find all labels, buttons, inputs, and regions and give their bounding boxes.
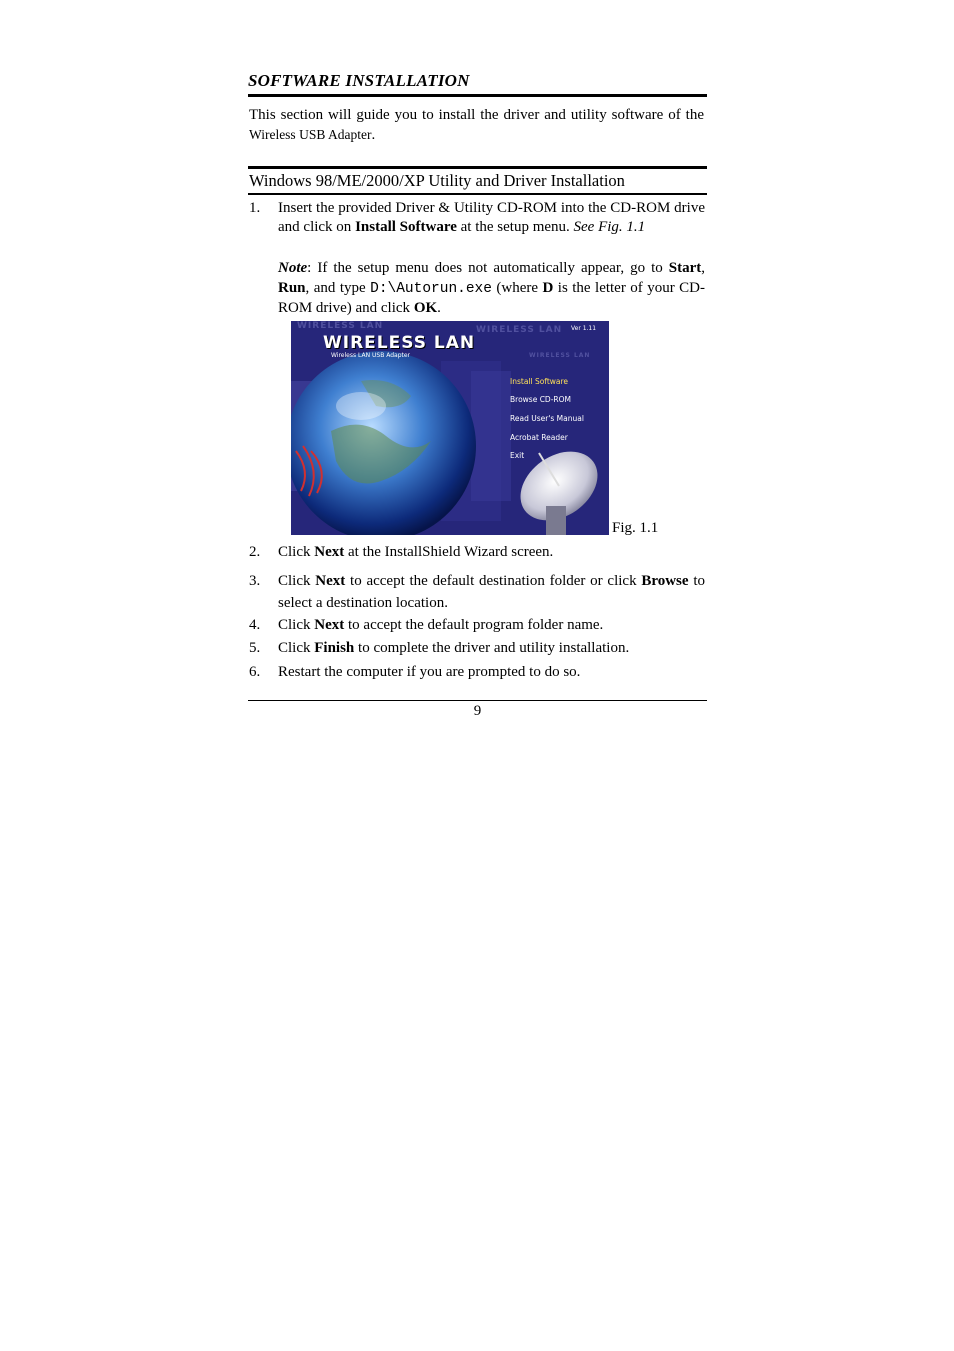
step-2-next: Next	[314, 544, 345, 560]
figure-caption: Fig. 1.1	[612, 520, 659, 536]
step-1-part-c: at the setup menu.	[456, 219, 574, 235]
step-number: 5.	[249, 640, 261, 656]
step-number: 2.	[249, 544, 261, 560]
intro-text: This section will guide you to install the driver and utility software of the	[249, 107, 704, 123]
note-drive-letter: D	[542, 279, 554, 296]
step-2-part-c: at the InstallShield Wizard screen.	[344, 544, 554, 560]
menu-browse-cd-rom[interactable]: Browse CD-ROM	[510, 395, 571, 404]
note-ok: OK	[413, 300, 438, 316]
version-label: Ver 1.11	[571, 325, 597, 332]
ghost-text-3: WIRELESS LAN	[529, 352, 591, 359]
menu-acrobat-reader[interactable]: Acrobat Reader	[510, 433, 568, 442]
step-3-part-e: to select a destination location.	[278, 573, 705, 611]
step-number: 3.	[249, 573, 261, 589]
note-text	[278, 259, 705, 319]
product-name: Wireless USB Adapter	[249, 127, 372, 142]
ghost-text-2: WIRELESS LAN	[476, 325, 563, 335]
menu-exit[interactable]: Exit	[510, 451, 525, 460]
intro-paragraph	[249, 105, 704, 145]
menu-read-users-manual[interactable]: Read User's Manual	[510, 414, 584, 423]
step-5-text	[278, 639, 705, 658]
step-4-next: Next	[314, 617, 345, 633]
step-2-text	[278, 543, 705, 562]
step-3-next: Next	[315, 573, 346, 589]
step-3-text	[278, 570, 705, 614]
note-t5: .	[437, 300, 441, 316]
ghost-text-1: WIRELESS LAN	[297, 321, 384, 331]
banner-subtitle: Wireless LAN USB Adapter	[331, 352, 411, 359]
step-4-part-a: Click	[278, 617, 315, 633]
step-6-text	[278, 663, 705, 682]
note-command: D:\Autorun.exe	[370, 280, 492, 297]
step-3-browse: Browse	[641, 573, 689, 589]
step-1-fig-ref: See Fig. 1.1	[573, 219, 646, 235]
step-2-part-a: Click	[278, 544, 315, 560]
note-run: Run	[278, 279, 306, 296]
note-t1: : If the setup menu does not automatically appear, go to	[307, 260, 669, 276]
step-3-part-c: to accept the default destination folder or click	[345, 573, 642, 589]
title-rule	[248, 94, 707, 97]
step-5-part-a: Click	[278, 640, 315, 656]
step-5-part-c: to complete the driver and utility installation.	[354, 640, 630, 656]
page-number: 9	[473, 703, 482, 719]
step-1-install-software: Install Software	[355, 219, 457, 235]
step-number: 4.	[249, 617, 261, 633]
step-number: 1.	[249, 200, 261, 216]
note-start: Start	[668, 260, 702, 276]
step-6-part-a: Restart the computer if you are prompted to do so.	[278, 664, 581, 680]
step-3-part-a: Click	[278, 573, 316, 589]
subhead-bottom-rule	[248, 193, 707, 195]
step-4-text	[278, 616, 705, 635]
step-number: 6.	[249, 664, 261, 680]
menu-install-software[interactable]: Install Software	[510, 377, 569, 386]
note-t3: (where	[491, 279, 543, 296]
note-t4: is the letter of your CD-ROM drive) and click	[278, 279, 706, 316]
step-4-part-c: to accept the default program folder name.	[344, 617, 604, 633]
step-1-text	[278, 199, 705, 237]
intro-period: .	[371, 127, 376, 143]
setup-menu-screenshot	[291, 321, 609, 535]
footer-rule	[248, 700, 707, 701]
subhead-top-rule	[248, 166, 707, 169]
banner-title: WIRELESS LAN	[323, 333, 476, 353]
note-t2: , and type	[305, 279, 371, 296]
step-5-finish: Finish	[314, 640, 355, 656]
subheading: Windows 98/ME/2000/XP Utility and Driver Installation	[249, 171, 625, 190]
note-comma: ,	[701, 260, 705, 276]
note-label: Note	[278, 260, 308, 276]
section-title: SOFTWARE INSTALLATION	[248, 71, 470, 90]
step-1-part-a: Insert the provided Driver & Utility CD-ROM into the CD-ROM drive and click on	[278, 200, 705, 235]
